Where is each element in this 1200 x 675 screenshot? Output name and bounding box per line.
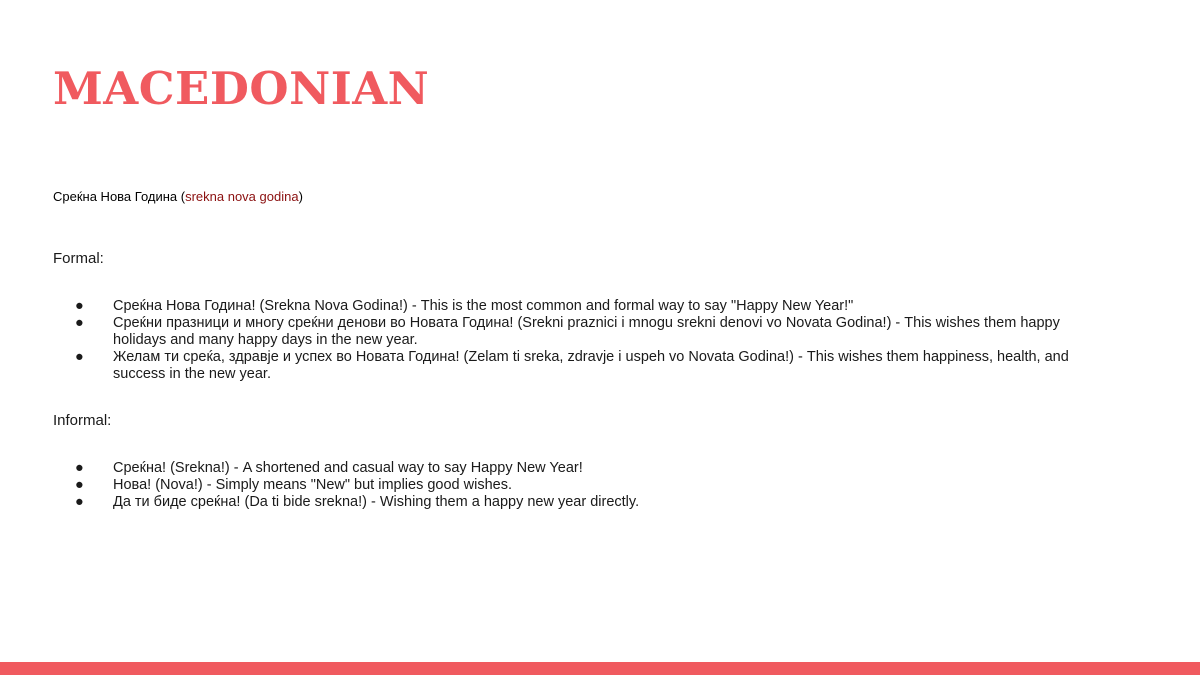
bullet-icon: ●: [75, 349, 84, 365]
formal-list: [53, 298, 1113, 383]
bullet-icon: ●: [75, 477, 84, 493]
list-item: [53, 460, 1113, 477]
list-item: [53, 494, 1113, 511]
informal-list: [53, 460, 1113, 511]
bullet-icon: ●: [75, 460, 84, 476]
list-item: [53, 315, 1113, 349]
bullet-icon: ●: [75, 494, 84, 510]
list-item-text: Среќна Нова Година! (Srekna Nova Godina!) - This is the most common and formal way to say "Happy New Year!": [113, 298, 854, 314]
footer-accent-bar: [0, 662, 1200, 675]
list-item: [53, 349, 1113, 383]
slide-title: MACEDONIAN: [53, 62, 430, 115]
subtitle-native: Среќна Нова Година (: [53, 189, 186, 204]
bullet-icon: ●: [75, 315, 84, 331]
formal-label: Formal:: [53, 250, 104, 267]
list-item-text: Среќна! (Srekna!) - A shortened and casual way to say Happy New Year!: [113, 460, 583, 476]
informal-label: Informal:: [53, 412, 112, 429]
list-item-text: Да ти биде среќна! (Da ti bide srekna!) - Wishing them a happy new year directly.: [113, 494, 640, 510]
list-item: [53, 298, 1113, 315]
list-item-text: Желам ти среќа, здравје и успех во Новата Година! (Zelam ti sreka, zdravje i uspeh vo Novata Godina!) - This wishes them happiness, health, and success in the new year.: [113, 349, 1069, 382]
list-item-text: Среќни празници и многу среќни денови во Новата Година! (Srekni praznici i mnogu srekni denovi vo Novata Godina!) - This wishes them happy holidays and many happy days in the new year.: [113, 315, 1060, 348]
subtitle: [53, 189, 303, 204]
bullet-icon: ●: [75, 298, 84, 314]
subtitle-close: ): [298, 189, 303, 204]
list-item: [53, 477, 1113, 494]
list-item-text: Нова! (Nova!) - Simply means "New" but implies good wishes.: [113, 477, 513, 493]
subtitle-transliteration: srekna nova godina: [185, 189, 299, 204]
